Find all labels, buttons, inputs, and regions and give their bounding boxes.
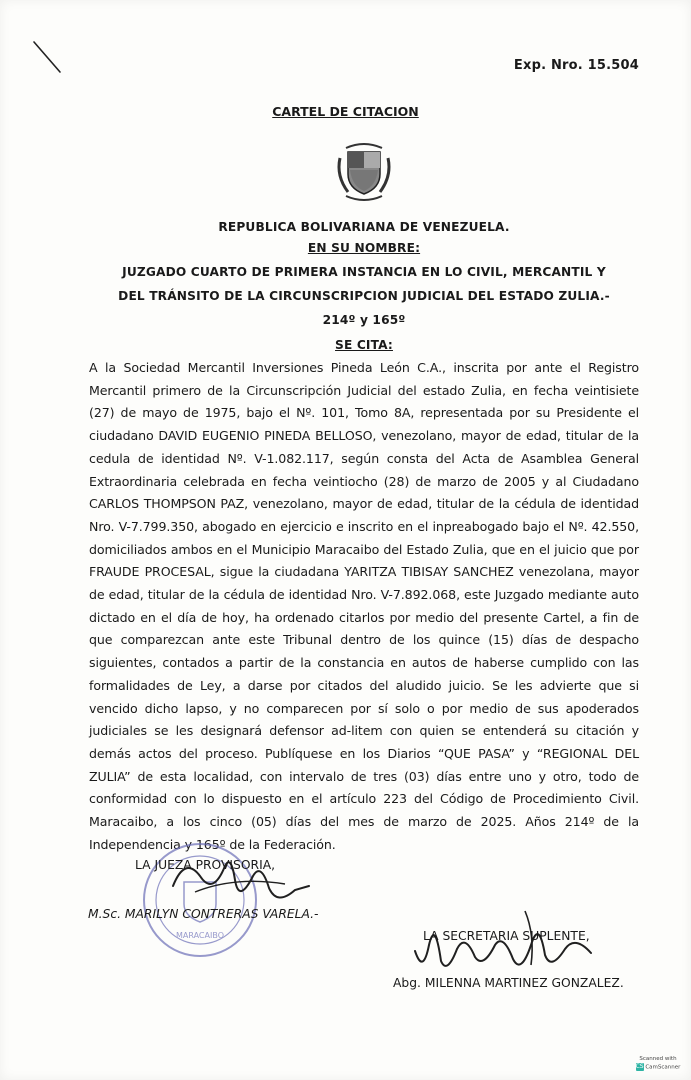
- coat-of-arms-icon: [334, 138, 394, 204]
- heading-years: 214º y 165º: [322, 313, 406, 327]
- judge-title: LA JUEZA PROVISORIA,: [135, 858, 276, 872]
- secretary-name: Abg. MILENNA MARTINEZ GONZALEZ.: [393, 976, 624, 990]
- document-title: CARTEL DE CITACION: [272, 104, 419, 119]
- pen-stroke-mark: [30, 38, 70, 78]
- heading-republic: REPUBLICA BOLIVARIANA DE VENEZUELA.: [218, 220, 510, 234]
- scanner-caption: Scanned with: [639, 1056, 677, 1062]
- heading-summons: SE CITA:: [335, 338, 393, 352]
- camscanner-watermark: [633, 1056, 683, 1076]
- summons-body-text: A la Sociedad Mercantil Inversiones Pineda León C.A., inscrita por ante el Registro Mercantil primero de la Circunscripción Judicial del estado Zulia, en fecha veintisiete (27) de mayo de 1975, bajo el Nº. 101, Tomo 8A, representada por su Presidente el ciudadano DAVID EUGENIO PINEDA BELLOSO, venezolano, mayor de edad, titular de la cedula de identidad Nº. V-1.082.117, según consta del Acta de Asamblea General Extraordinaria celebrada en fecha veintiocho (28) de marzo de 2005 y al Ciudadano CARLOS THOMPSON PAZ, venezolano, mayor de edad, titular de la cédula de identidad Nro. V-7.799.350, abogado en ejercicio e inscrito en el inpreabogado bajo el Nº. 42.550, domiciliados ambos en el Municipio Maracaibo del Estado Zulia, que en el juicio que por FRAUDE PROCESAL, sigue la ciudadana YARITZA TIBISAY SANCHEZ venezolana, mayor de edad, titular de la cédula de identidad Nro. V-7.892.068, este Juzgado mediante auto dictado en el día de hoy, ha ordenado citarlos por medio del presente Cartel, a fin de que comparezcan ante este Tribunal dentro de los quince (15) días de despacho siguientes, contados a partir de la constancia en autos de haberse cumplido con las formalidades de Ley, a darse por citados del aludido juicio. Se les advierte que si vencido dicho lapso, y no comparecen por sí solo o por medio de sus apoderados judiciales se les designará defensor ad-litem con quien se entenderá su citación y demás actos del proceso. Publíquese en los Diarios “QUE PASA” y “REGIONAL DEL ZULIA” de esta localidad, con intervalo de tres (03) días entre uno y otro, todo de conformidad con lo dispuesto en el artículo 223 del Código de Procedimiento Civil. Maracaibo, a los cinco (05) días del mes de marzo de 2025. Años 214º de la Independencia y 165º de la Federación.: [89, 360, 639, 852]
- seal-text: MARACAIBO: [175, 931, 225, 940]
- judge-name-text: M.Sc. MARILYN CONTRERAS VARELA.-: [88, 907, 319, 921]
- secretary-title: LA SECRETARIA SUPLENTE,: [423, 929, 590, 943]
- camscanner-logo-icon: CS: [635, 1063, 644, 1070]
- scanner-brand: CamScanner: [645, 1064, 681, 1071]
- expediente-number: Exp. Nro. 15.504: [513, 58, 639, 73]
- heading-court-line1: JUZGADO CUARTO DE PRIMERA INSTANCIA EN LO CIVIL, MERCANTIL Y: [122, 265, 606, 279]
- heading-court-line2: DEL TRÁNSITO DE LA CIRCUNSCRIPCION JUDICIAL DEL ESTADO ZULIA.-: [118, 289, 610, 303]
- judge-signature: [165, 846, 315, 916]
- judge-name: [88, 907, 319, 921]
- heading-in-name: EN SU NOMBRE:: [307, 241, 421, 255]
- secretary-signature: [405, 905, 605, 985]
